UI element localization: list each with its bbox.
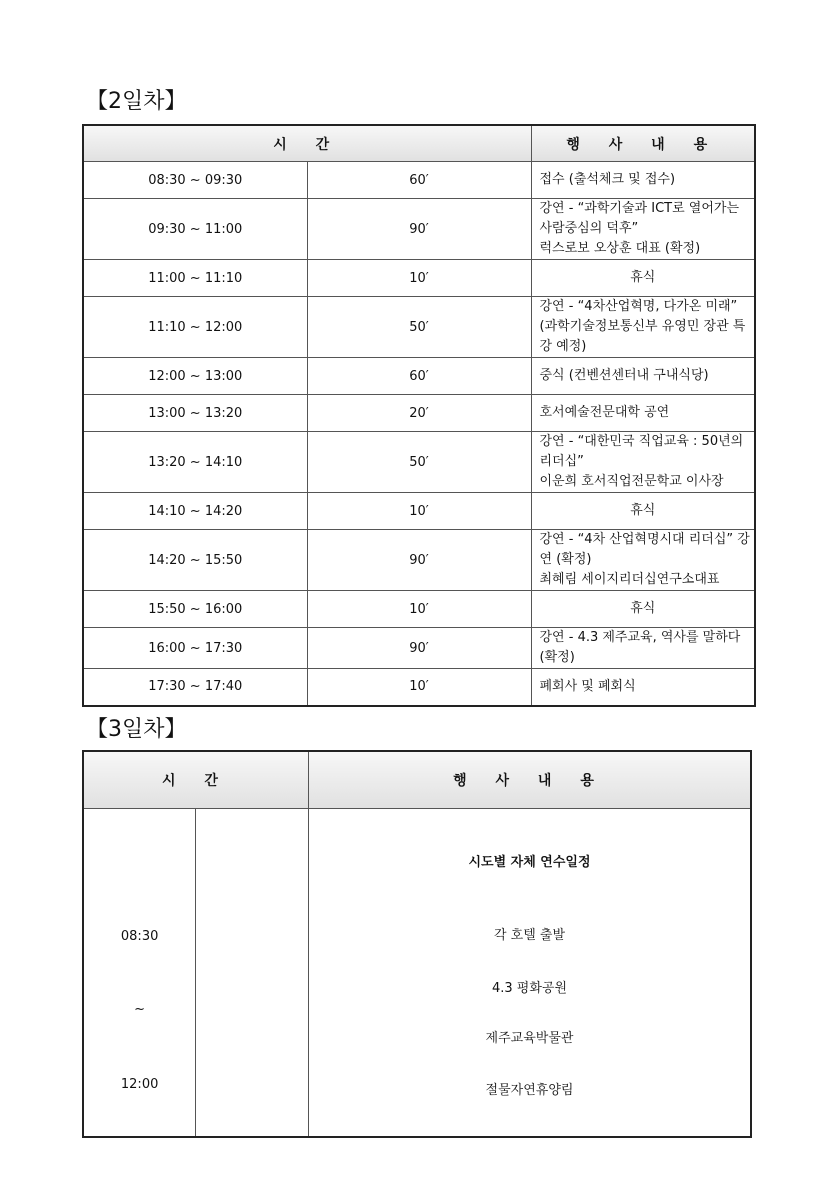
day2-row-content: [531, 669, 755, 706]
day3-time-start: 08:30: [120, 929, 159, 944]
day2-row: [83, 260, 755, 297]
day2-row-content-line: 강연 - “대한민국 직업교육 : 50년의 리더십”: [539, 434, 744, 469]
day2-row: [83, 493, 755, 530]
day2-row-time: 17:30 ~ 17:40: [83, 669, 307, 706]
day2-row-duration: 90′: [307, 199, 531, 260]
day2-row-content-line: 중식 (컨벤션센터내 구내식당): [539, 368, 709, 383]
day2-row-time: 14:20 ~ 15:50: [83, 530, 307, 591]
day2-row-time: 12:00 ~ 13:00: [83, 358, 307, 395]
day3-item: 제주교육박물관: [485, 1031, 574, 1046]
day2-row-content-line: 이운희 호서직업전문학교 이사장: [539, 474, 724, 489]
day2-row-content: [531, 358, 755, 395]
day2-row-time: 15:50 ~ 16:00: [83, 591, 307, 628]
day3-time-end: 12:00: [120, 1077, 159, 1092]
day2-row-time: 08:30 ~ 09:30: [83, 162, 307, 199]
day3-items-title: 시도별 자체 연수일정: [468, 855, 591, 870]
day3-row: [83, 809, 751, 1138]
day2-row-content-line: 휴식: [630, 601, 656, 616]
day2-row-time: 13:20 ~ 14:10: [83, 432, 307, 493]
day2-row-content: [531, 260, 755, 297]
day2-row-duration: 50′: [307, 297, 531, 358]
day3-header-time: 시 간: [83, 751, 309, 809]
day2-row-duration: 10′: [307, 669, 531, 706]
day2-row: [83, 669, 755, 706]
day3-item: 절물자연휴양림: [485, 1083, 574, 1098]
day2-row-content-line: 강연 - “과학기술과 ICT로 열어가는 사람중심의 덕후”: [539, 201, 740, 236]
day2-row-duration: 90′: [307, 530, 531, 591]
day2-row-content-line: 폐회사 및 폐회식: [539, 678, 636, 694]
day3-time-sep: ~: [134, 1002, 146, 1017]
day2-row-content: [531, 493, 755, 530]
day2-rows: [83, 162, 755, 706]
day2-row-content-line: (과학기술정보통신부 유영민 장관 특강 예정): [539, 319, 746, 354]
day2-row-content-line: 최혜림 세이지리더십연구소대표: [539, 572, 720, 587]
day2-row-content: [531, 199, 755, 260]
day3-content-cell: [309, 809, 752, 1138]
day2-row-time: 14:10 ~ 14:20: [83, 493, 307, 530]
day2-row: [83, 199, 755, 260]
day2-row-time: 16:00 ~ 17:30: [83, 628, 307, 669]
day2-row: [83, 432, 755, 493]
day2-row-content-line: 강연 - “4차 산업혁명시대 리더십” 강연 (확정): [539, 532, 750, 567]
day2-row-content: [531, 432, 755, 493]
day2-row: [83, 628, 755, 669]
day3-item: 각 호텔 출발: [493, 928, 566, 943]
day2-row-duration: 60′: [307, 162, 531, 199]
day2-row-content: [531, 530, 755, 591]
day2-row-content: [531, 297, 755, 358]
day2-row: [83, 358, 755, 395]
day3-duration-cell: [196, 809, 309, 1138]
day2-row-duration: 10′: [307, 260, 531, 297]
day3-title: 【3일차】: [86, 717, 187, 742]
day2-row-content-line: 휴식: [630, 503, 656, 518]
day2-row-time: 11:10 ~ 12:00: [83, 297, 307, 358]
day2-row-duration: 10′: [307, 493, 531, 530]
day2-row-duration: 10′: [307, 591, 531, 628]
day2-row-duration: 90′: [307, 628, 531, 669]
day2-row-duration: 50′: [307, 432, 531, 493]
day2-row-content-line: 휴식: [630, 270, 656, 285]
day2-header-time: 시 간: [83, 125, 531, 162]
day2-row-duration: 60′: [307, 358, 531, 395]
day2-header-content: 행 사 내 용: [531, 125, 755, 162]
day2-row-content: [531, 395, 755, 432]
day2-row: [83, 395, 755, 432]
day2-row-content-line: 강연 - “4차산업혁명, 다가온 미래”: [539, 299, 738, 314]
day3-time-cell: [83, 809, 196, 1138]
day2-row-content-line: 접수 (출석체크 및 접수): [539, 172, 676, 187]
day2-row: [83, 530, 755, 591]
day3-item: 4.3 평화공원: [491, 981, 568, 996]
day2-row-time: 11:00 ~ 11:10: [83, 260, 307, 297]
day2-row-content-line: 강연 - 4.3 제주교육, 역사를 말하다 (확정): [539, 630, 741, 665]
day2-row-content-line: 럭스로보 오상훈 대표 (확정): [539, 241, 701, 256]
day2-row-time: 13:00 ~ 13:20: [83, 395, 307, 432]
day2-row: [83, 591, 755, 628]
day2-row-duration: 20′: [307, 395, 531, 432]
day2-row-content: [531, 591, 755, 628]
day3-schedule-table: [82, 750, 752, 1138]
day2-title: 【2일차】: [86, 89, 187, 114]
day2-row-content-line: 호서예술전문대학 공연: [539, 405, 670, 420]
day3-header-row: [83, 751, 751, 809]
day2-row-content: [531, 628, 755, 669]
day2-row-content: [531, 162, 755, 199]
day2-header-row: [83, 125, 755, 162]
day2-row-time: 09:30 ~ 11:00: [83, 199, 307, 260]
day3-header-content: 행 사 내 용: [309, 751, 752, 809]
day2-row: [83, 297, 755, 358]
day2-row: [83, 162, 755, 199]
day2-schedule-table: [82, 124, 756, 707]
